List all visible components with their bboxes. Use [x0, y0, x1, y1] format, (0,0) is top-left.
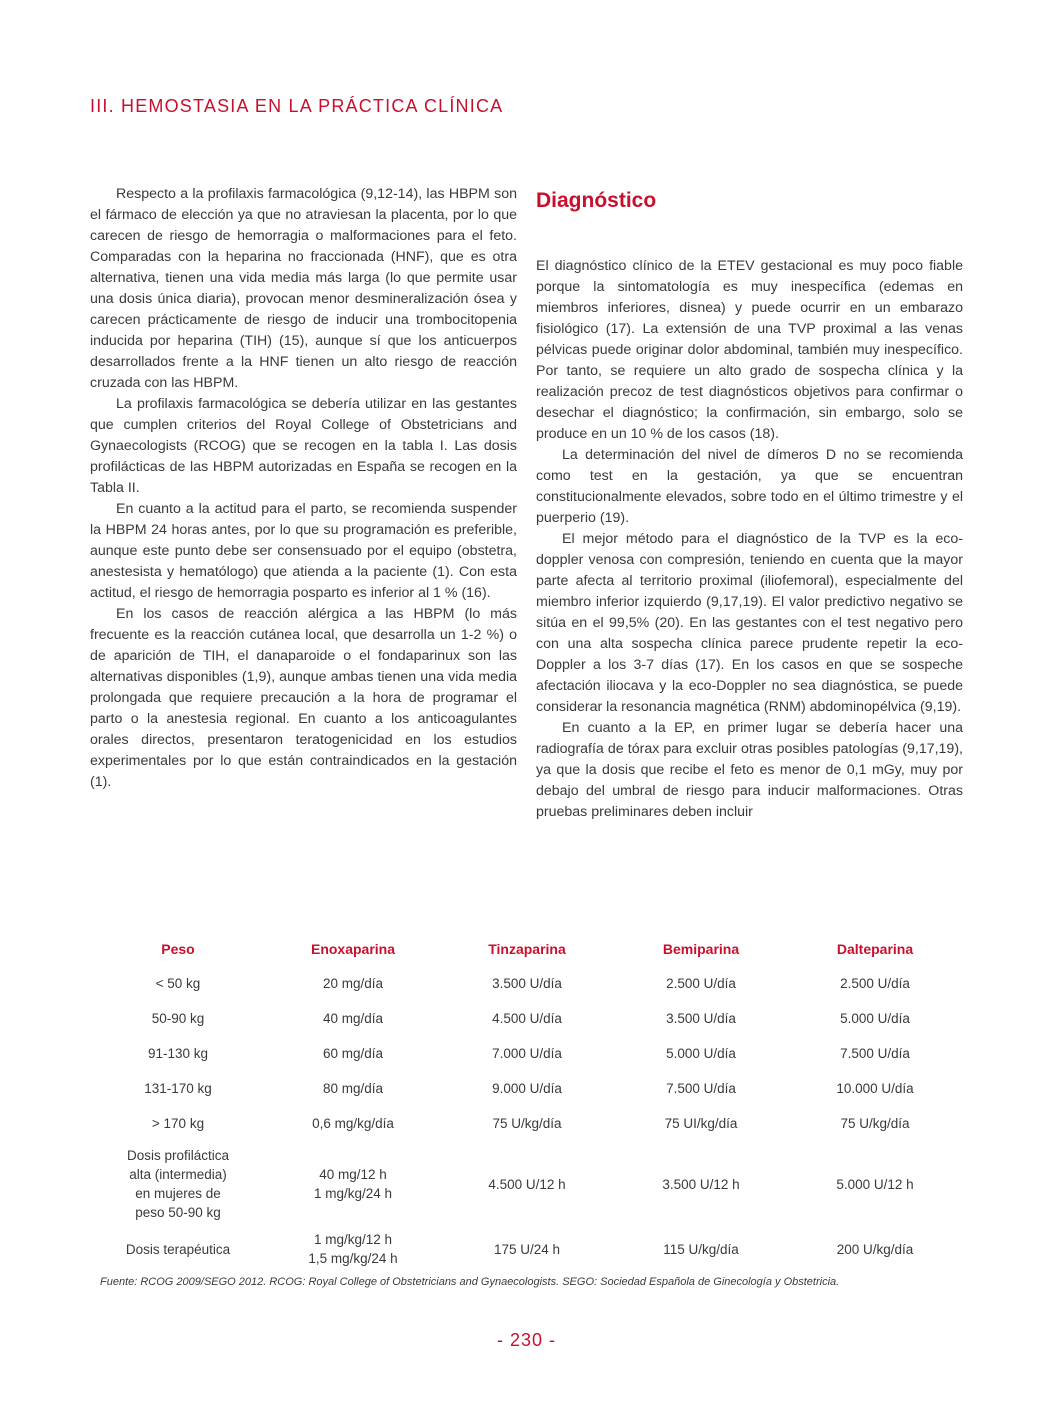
table-cell: 7.500 U/día: [666, 1081, 736, 1096]
table-cell: 5.000 U/día: [840, 1011, 910, 1026]
table-row-therapeutic: [90, 1227, 962, 1271]
paragraph: Respecto a la profilaxis farmacológica (9,12-14), las HBPM son el fármaco de elección ya que no atraviesan la placenta, por lo que carecen de riesgo de hemorragia o malformaciones para el feto. Comparadas con la heparina no fraccionada (HNF), que es otra alternativa, tienen una vida media más larga (lo que permite usar una dosis única diaria), provocan menor desmineralización ósea y carecen prácticamente de riesgo de inducir una trombocitopenia inducida por heparina (TIH) (15), aunque sí que los anticuerpos desarrollados frente a la HNF tienen un alto riesgo de reacción cruzada con las HBPM.: [90, 186, 517, 391]
table-cell: 40 mg/día: [322, 1011, 384, 1026]
paragraph: La profilaxis farmacológica se debería utilizar en las gestantes que cumplen criterios del Royal College of Obstetricians and Gynaecologists (RCOG) que se recogen en la tabla I. Las dosis profilácticas de las HBPM autorizadas en España se recogen en la Tabla II.: [90, 396, 517, 496]
cell-line: 1 mg/kg/12 h: [313, 1232, 393, 1247]
table-source-note: Fuente: RCOG 2009/SEGO 2012. RCOG: Royal College of Obstetricians and Gynaecologists. SEGO: Sociedad Española de Ginecología y Obstetricia.: [100, 1276, 840, 1288]
column-header: Dalteparina: [836, 941, 914, 957]
table-row: [90, 1106, 962, 1141]
section-heading-diagnostico: Diagnóstico: [536, 189, 657, 212]
table-cell: 3.500 U/día: [666, 1011, 736, 1026]
cell-line: alta (intermedia): [129, 1167, 227, 1182]
column-header: Bemiparina: [662, 941, 740, 957]
table-cell: 80 mg/día: [322, 1081, 384, 1096]
table-cell: 5.000 U/día: [666, 1046, 736, 1061]
table-cell: 4.500 U/12 h: [488, 1176, 566, 1192]
cell-line: 1,5 mg/kg/24 h: [308, 1251, 398, 1266]
table-cell: 20 mg/día: [322, 976, 384, 991]
page-number: - 230 -: [496, 1330, 557, 1350]
table-cell: 2.500 U/día: [666, 976, 736, 991]
table-row: [90, 1001, 962, 1036]
table-row-high-dose: [90, 1141, 962, 1227]
table-cell: 75 U/kg/día: [492, 1116, 562, 1131]
table-row: [90, 1071, 962, 1106]
table-cell-high-dose-label: [90, 1141, 266, 1227]
table-cell: 115 U/kg/día: [663, 1241, 739, 1257]
table-cell: 200 U/kg/día: [836, 1241, 914, 1257]
table-cell: > 170 kg: [151, 1116, 205, 1131]
table-cell: 175 U/24 h: [493, 1241, 561, 1257]
table-cell: 3.500 U/día: [492, 976, 562, 991]
table-cell: 0,6 mg/kg/día: [312, 1116, 394, 1131]
table-header-row: [90, 932, 962, 966]
table-cell: Dosis terapéutica: [125, 1241, 231, 1257]
cell-line: 40 mg/12 h: [319, 1167, 387, 1182]
table-cell: [266, 1227, 440, 1271]
right-text-column: [536, 186, 963, 823]
table-cell: 2.500 U/día: [840, 976, 910, 991]
table-cell: 4.500 U/día: [492, 1011, 562, 1026]
table-cell: 9.000 U/día: [492, 1081, 562, 1096]
paragraph: En los casos de reacción alérgica a las HBPM (lo más frecuente es la reacción cutánea local, que desarrolla un 1-2 %) o de aparición de TIH, el danaparoide o el fondaparinux son las alternativas disponibles (1,9), aunque ambas tienen una vida media prolongada que requiere precaución a la hora de programar el parto o la anestesia regional. En cuanto a los anticoagulantes orales directos, presentaron teratogenicidad en los estudios experimentales por lo que están contraindicados en la gestación (1).: [90, 606, 517, 790]
paragraph: En cuanto a la actitud para el parto, se recomienda suspender la HBPM 24 horas antes, por lo que su programación es preferible, aunque este punto debe ser consensuado por el equipo (obstetra, anestesista y hematólogo) que atienda a la paciente (1). Con esta actitud, el riesgo de hemorragia posparto es inferior al 1 % (16).: [90, 501, 517, 601]
column-header: Peso: [161, 941, 195, 957]
column-header: Enoxaparina: [310, 941, 396, 957]
table-cell: 50-90 kg: [151, 1011, 205, 1026]
column-header: Tinzaparina: [488, 941, 566, 957]
table-cell: 5.000 U/12 h: [836, 1176, 914, 1192]
paragraph: El mejor método para el diagnóstico de la TVP es la eco-doppler venosa con compresión, teniendo en cuenta que la mayor parte afecta al territorio proximal (iliofemoral), especialmente del miembro inferior izquierdo (9,17,19). El valor predictivo negativo se sitúa en el 99,5% (20). En las gestantes con el test negativo pero con una alta sospecha clínica parece prudente repetir la eco-Doppler a los 3-7 días (17). En los casos en que se sospeche afectación iliocava y la eco-Doppler no sea diagnóstica, se puede considerar la resonancia magnética (RNM) abdominopélvica (9,19).: [536, 531, 963, 715]
dose-table: [90, 932, 962, 1271]
table-row: [90, 966, 962, 1001]
table-cell: 91-130 kg: [147, 1046, 209, 1061]
cell-line: Dosis profiláctica: [126, 1148, 230, 1163]
paragraph: En cuanto a la EP, en primer lugar se debería hacer una radiografía de tórax para excluir otras posibles patologías (9,17,19), ya que la dosis que recibe el feto es menor de 0,1 mGy, muy por debajo del umbral de riesgo para inducir malformaciones. Otras pruebas preliminares deben incluir: [536, 720, 963, 820]
table-cell: 75 U/kg/día: [840, 1116, 910, 1131]
running-header: III. HEMOSTASIA EN LA PRÁCTICA CLÍNICA: [90, 96, 504, 116]
cell-line: peso 50-90 kg: [135, 1205, 221, 1220]
table-cell: 3.500 U/12 h: [662, 1176, 740, 1192]
paragraph: El diagnóstico clínico de la ETEV gestacional es muy poco fiable porque la sintomatología es muy inespecífica (edemas en miembros inferiores, disnea) y puede ocurrir en un embarazo fisiológico (17). La extensión de una TVP proximal a las venas pélvicas puede originar dolor abdominal, también muy inespecífico. Por tanto, se requiere un alto grado de sospecha clínica y la realización precoz de test diagnósticos objetivos para confirmar o desechar el diagnóstico; la confirmación, sin embargo, solo se produce en un 10 % de los casos (18).: [536, 258, 963, 442]
table-cell: 131-170 kg: [144, 1081, 212, 1096]
table-cell: [266, 1141, 440, 1227]
left-text-column: [90, 184, 517, 793]
table-row: [90, 1036, 962, 1071]
paragraph: La determinación del nivel de dímeros D no se recomienda como test en la gestación, ya que se encuentran constitucionalmente elevados, sobre todo en el último trimestre y el puerperio (19).: [536, 447, 963, 526]
table-cell: 60 mg/día: [322, 1046, 384, 1061]
table-cell: 7.500 U/día: [840, 1046, 910, 1061]
cell-line: 1 mg/kg/24 h: [313, 1186, 393, 1201]
table-cell: 10.000 U/día: [836, 1081, 914, 1096]
table-cell: 7.000 U/día: [492, 1046, 562, 1061]
table-cell: < 50 kg: [155, 976, 201, 991]
table-cell: 75 UI/kg/día: [664, 1116, 738, 1131]
cell-line: en mujeres de: [135, 1186, 221, 1201]
